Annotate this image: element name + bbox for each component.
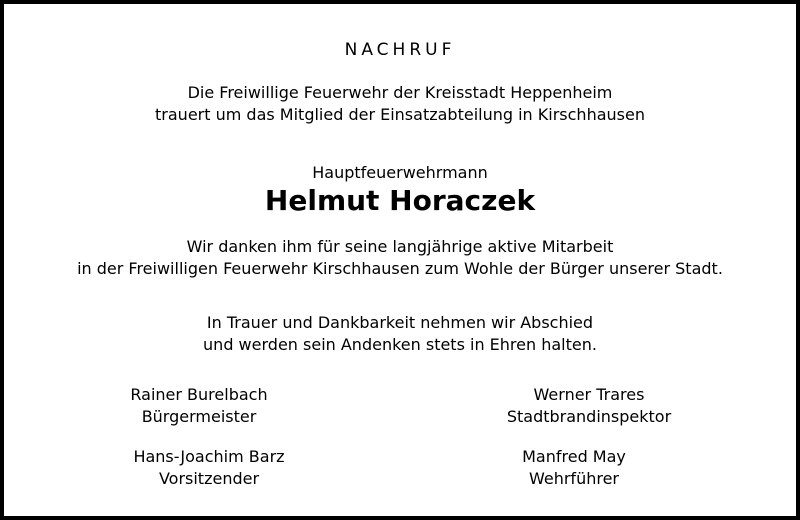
intro-line: Die Freiwillige Feuerwehr der Kreisstadt Heppenheim — [187, 83, 613, 102]
signatory-title: Vorsitzender — [158, 469, 260, 488]
deceased-name: Helmut Horaczek — [264, 184, 536, 217]
deceased-rank: Hauptfeuerwehrmann — [312, 163, 488, 182]
thanks-text — [4, 236, 796, 280]
signatory-fire-chief — [489, 446, 659, 490]
farewell-text — [4, 312, 796, 356]
signatory-title: Stadtbrandinspektor — [506, 407, 672, 426]
signatory-title: Wehrführer — [528, 469, 619, 488]
signatory-fire-inspector — [489, 384, 689, 428]
signatory-name: Hans-Joachim Barz — [133, 447, 285, 466]
signatory-title: Bürgermeister — [141, 407, 257, 426]
farewell-line: und werden sein Andenken stets in Ehren halten. — [203, 335, 597, 354]
intro-text — [4, 82, 796, 126]
farewell-line: In Trauer und Dankbarkeit nehmen wir Abschied — [206, 313, 594, 332]
signatory-name: Werner Trares — [533, 385, 645, 404]
signatory-name: Rainer Burelbach — [130, 385, 268, 404]
signatory-chairman — [104, 446, 314, 490]
thanks-line: Wir danken ihm für seine langjährige aktive Mitarbeit — [186, 237, 614, 256]
thanks-line: in der Freiwilligen Feuerwehr Kirschhausen zum Wohle der Bürger unserer Stadt. — [77, 259, 723, 278]
signatory-mayor — [104, 384, 294, 428]
signatory-name: Manfred May — [522, 447, 626, 466]
intro-line: trauert um das Mitglied der Einsatzabteilung in Kirschhausen — [155, 105, 645, 124]
notice-heading: NACHRUF — [344, 40, 456, 60]
